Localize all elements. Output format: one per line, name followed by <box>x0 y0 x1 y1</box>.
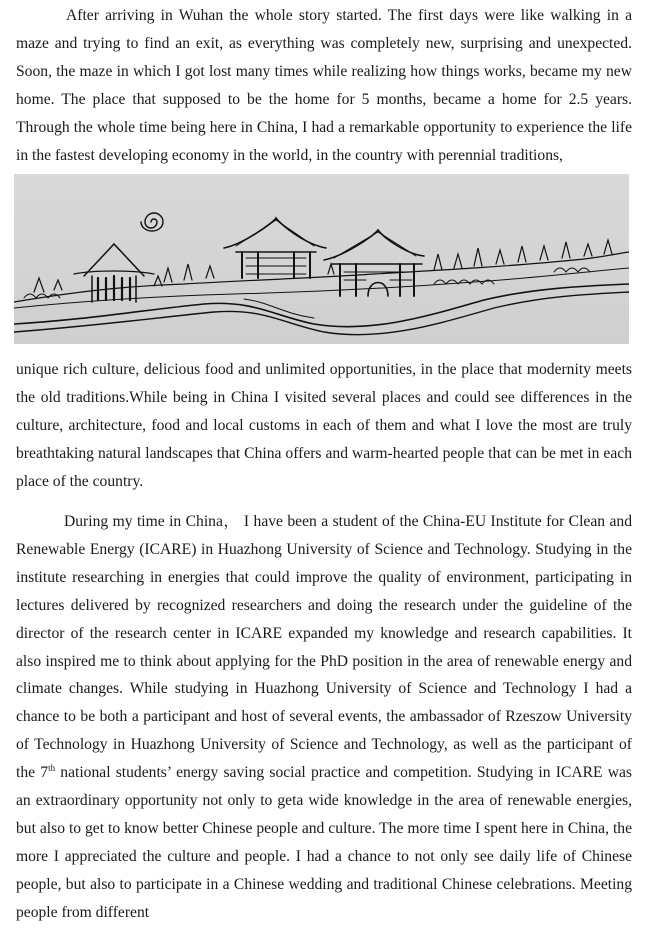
pagoda-landscape-sketch-icon <box>14 174 629 344</box>
paragraph-icare-text-start: During my time in China， I have been a student of the China-EU Institute for Clean and Renewable Energy (ICARE) in Huazhong University of Science and Technology. Studying in the institute researching in energies that could improve the quality of environment, participating in lectures delivered by recognized researchers and doing the research under the guideline of the director of the research center in ICARE expanded my knowledge and research capabilities. It also inspired me to think about applying for the PhD position in the area of renewable energy and climate changes. While studying in Huazhong University of Science and Technology I had a chance to be both a participant and host of several events, the ambassador of Rzeszow University of Technology in Huazhong University of Science and Technology, as well as the participant of the 7 <box>16 513 632 782</box>
landscape-illustration <box>14 174 629 344</box>
paragraph-icare-text-end: national students’ energy saving social practice and competition. Studying in ICARE was an extraordinary opportunity not only to geta wide knowledge in the area of renewable energies, but also to get to know better Chinese people and culture. The more time I spent here in China, the more I appreciated the culture and people. I had a chance to not only see daily life of Chinese people, but also to participate in a Chinese wedding and traditional Chinese celebrations. Meeting people from different <box>16 764 632 921</box>
paragraph-icare-studies <box>16 508 632 927</box>
paragraph-china-culture: unique rich culture, delicious food and unlimited opportunities, in the place that modernity meets the old traditions.While being in China I visited several places and could see differences in the culture, architecture, food and local customs in each of them and what I love the most are truly breathtaking natural landscapes that China offers and warm-hearted people that can be met in each place of the country. <box>16 361 632 490</box>
paragraph-arrival: After arriving in Wuhan the whole story started. The first days were like walking in a maze and trying to find an exit, as everything was completely new, surprising and unexpected. Soon, the maze in which I got lost many times while realizing how things works, became my new home. The place that supposed to be the home for 5 months, became a home for 2.5 years. Through the whole time being here in China, I had a remarkable opportunity to experience the life in the fastest developing economy in the world, in the country with perennial traditions, <box>16 7 632 164</box>
ordinal-superscript: th <box>48 762 56 773</box>
